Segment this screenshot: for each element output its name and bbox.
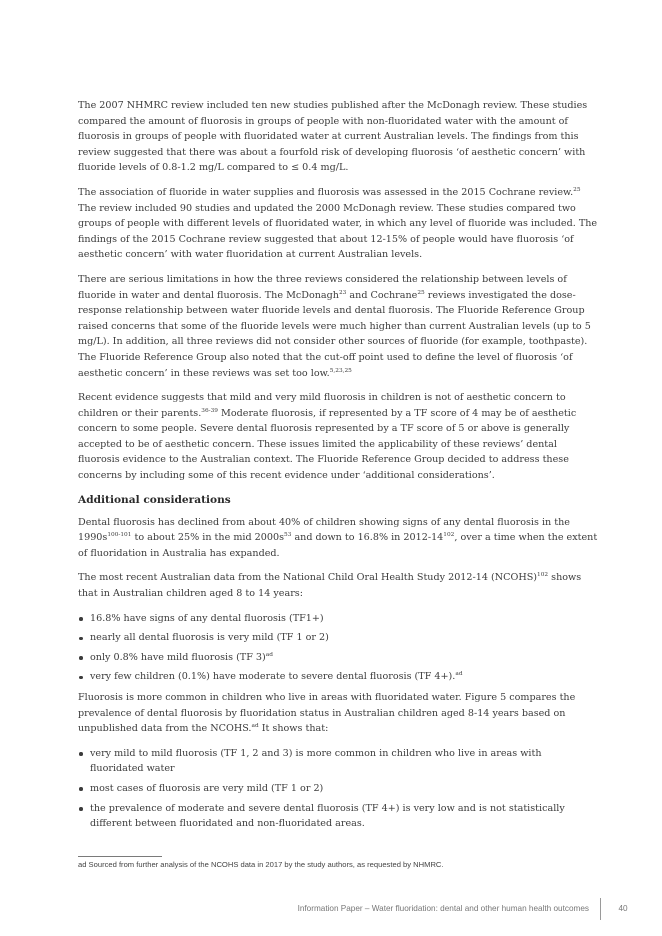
text-segment: reviews investigated the dose-response relationship between water fluoride levels and dental fluorosis. The Fluoride Reference Group raised concerns that some of the fluoride levels were much higher than current Australian levels (up to 5 mg/L). In addition, all three reviews did not consider other sources of fluoride (for example, toothpaste). The Fluoride Reference Group also noted that the cut-off point used to define the level of fluorosis ‘of aesthetic concern’ in these reviews was set too low.: [78, 289, 591, 379]
figure5-findings-list: [78, 746, 598, 832]
citation: 23: [338, 289, 347, 296]
citation: 102: [537, 572, 549, 579]
list-item: [78, 611, 598, 627]
citation: ad: [251, 723, 259, 729]
footnote-divider: [78, 856, 162, 857]
text-segment: The review included 90 studies and updated the 2000 McDonagh review. These studies compared two groups of people with different levels of fluoridated water, in which any level of fluoride was included. The findings of the 2015 Cochrane review suggested that about 12-15% of people would have fluorosis ‘of aesthetic concern’ with water fluoridation at current Australian levels.: [78, 202, 598, 261]
text-segment: The association of fluoride in water supplies and fluorosis was assessed in the 2015 Cochrane review.: [78, 186, 574, 198]
list-item-text: nearly all dental fluorosis is very mild (TF 1 or 2): [90, 632, 329, 644]
text-segment: and Cochrane: [346, 289, 418, 301]
paragraph-fluorosis-decline: [78, 515, 598, 562]
text-segment: The most recent Australian data from the National Child Oral Health Study 2012-14 (NCOHS): [78, 572, 538, 584]
text-segment: Dental fluorosis has declined from about 40% of children showing signs of any dental fluorosis in the 1990s: [78, 516, 570, 544]
paragraph-ncohs-data: [78, 570, 598, 601]
list-item: [78, 669, 598, 685]
citation: 25: [417, 289, 425, 296]
footnote: ad Sourced from further analysis of the NCOHS data in 2017 by the study authors, as requested by NHMRC.: [78, 860, 444, 869]
footer-divider: [600, 898, 601, 920]
text-segment: Fluorosis is more common in children who live in areas with fluoridated water. Figure 5 compares the prevalence of dental fluorosis by fluoridation status in Australian children aged 8-14 years based on unpublished data from the NCOHS.: [78, 692, 576, 735]
citation: 36-39: [201, 407, 218, 414]
text-segment: Moderate fluorosis, if represented by a TF score of 4 may be of aesthetic concern to some people. Severe dental fluorosis represented by a TF score of 5 or above is generally accepted to be of aesthetic concern. These issues limited the applicability of these reviews’ dental fluorosis evidence to the Australian context. The Fluoride Reference Group decided to address these concerns by including some of this recent evidence under ‘additional considerations’.: [78, 407, 577, 482]
citation: ad: [455, 671, 463, 678]
citation: 102: [443, 532, 455, 539]
paragraph-recent-evidence: [78, 390, 598, 484]
list-item: [78, 650, 598, 666]
ncohs-findings-list: [78, 611, 598, 685]
list-item-text: only 0.8% have mild fluorosis (TF 3): [90, 651, 266, 663]
citation: 25: [573, 186, 581, 193]
citation: 53: [284, 532, 292, 539]
text-segment: It shows that:: [258, 723, 329, 735]
citation: 5,23,25: [329, 367, 352, 374]
list-item: very mild to mild fluorosis (TF 1, 2 and 3) is more common in children who live in areas with fluoridated water: [78, 746, 598, 777]
list-item-text: very few children (0.1%) have moderate to severe dental fluorosis (TF 4+).: [90, 671, 456, 683]
paragraph-review-limitations: [78, 272, 598, 381]
page-number: 40: [618, 904, 628, 913]
text-segment: and down to 16.8% in 2012-14: [291, 532, 444, 544]
text-segment: to about 25% in the mid 2000s: [131, 532, 285, 544]
paragraph-2007-nhmrc-review: The 2007 NHMRC review included ten new studies published after the McDonagh review. These studies compared the amount of fluorosis in groups of people with non-fluoridated water with the amount of fluorosis in groups of people with fluoridated water at current Australian levels. The findings from this review suggested that there was about a fourfold risk of developing fluorosis ‘of aesthetic concern’ with fluoride levels of 0.8-1.2 mg/L compared to ≤ 0.4 mg/L.: [78, 100, 588, 174]
text-segment: Recent evidence suggests that mild and very mild fluorosis in children is not of aesthetic concern to children or their parents.: [78, 392, 566, 419]
text-segment: There are serious limitations in how the three reviews considered the relationship between levels of fluoride in water and dental fluorosis. The McDonagh: [78, 273, 567, 301]
paragraph-2015-cochrane-review: [78, 185, 598, 263]
citation: 100-101: [107, 532, 132, 539]
list-item: most cases of fluorosis are very mild (TF 1 or 2): [78, 781, 598, 797]
text-segment: shows that in Australian children aged 8 to 14 years:: [78, 572, 582, 600]
paragraph-fluorosis-common: [78, 690, 598, 737]
list-item-text: 16.8% have signs of any dental fluorosis (TF1+): [90, 612, 324, 624]
citation: ad: [265, 651, 273, 658]
text-segment: , over a time when the extent of fluoridation in Australia has expanded.: [78, 532, 598, 559]
list-item: the prevalence of moderate and severe dental fluorosis (TF 4+) is very low and is not statistically different between fluoridated and non-fluoridated areas.: [78, 801, 598, 832]
list-item: [78, 630, 598, 646]
section-heading: Additional considerations: [78, 493, 231, 506]
footer-document-title: Information Paper – Water fluoridation: dental and other human health outcomes: [297, 904, 589, 913]
body-text: [78, 98, 598, 837]
